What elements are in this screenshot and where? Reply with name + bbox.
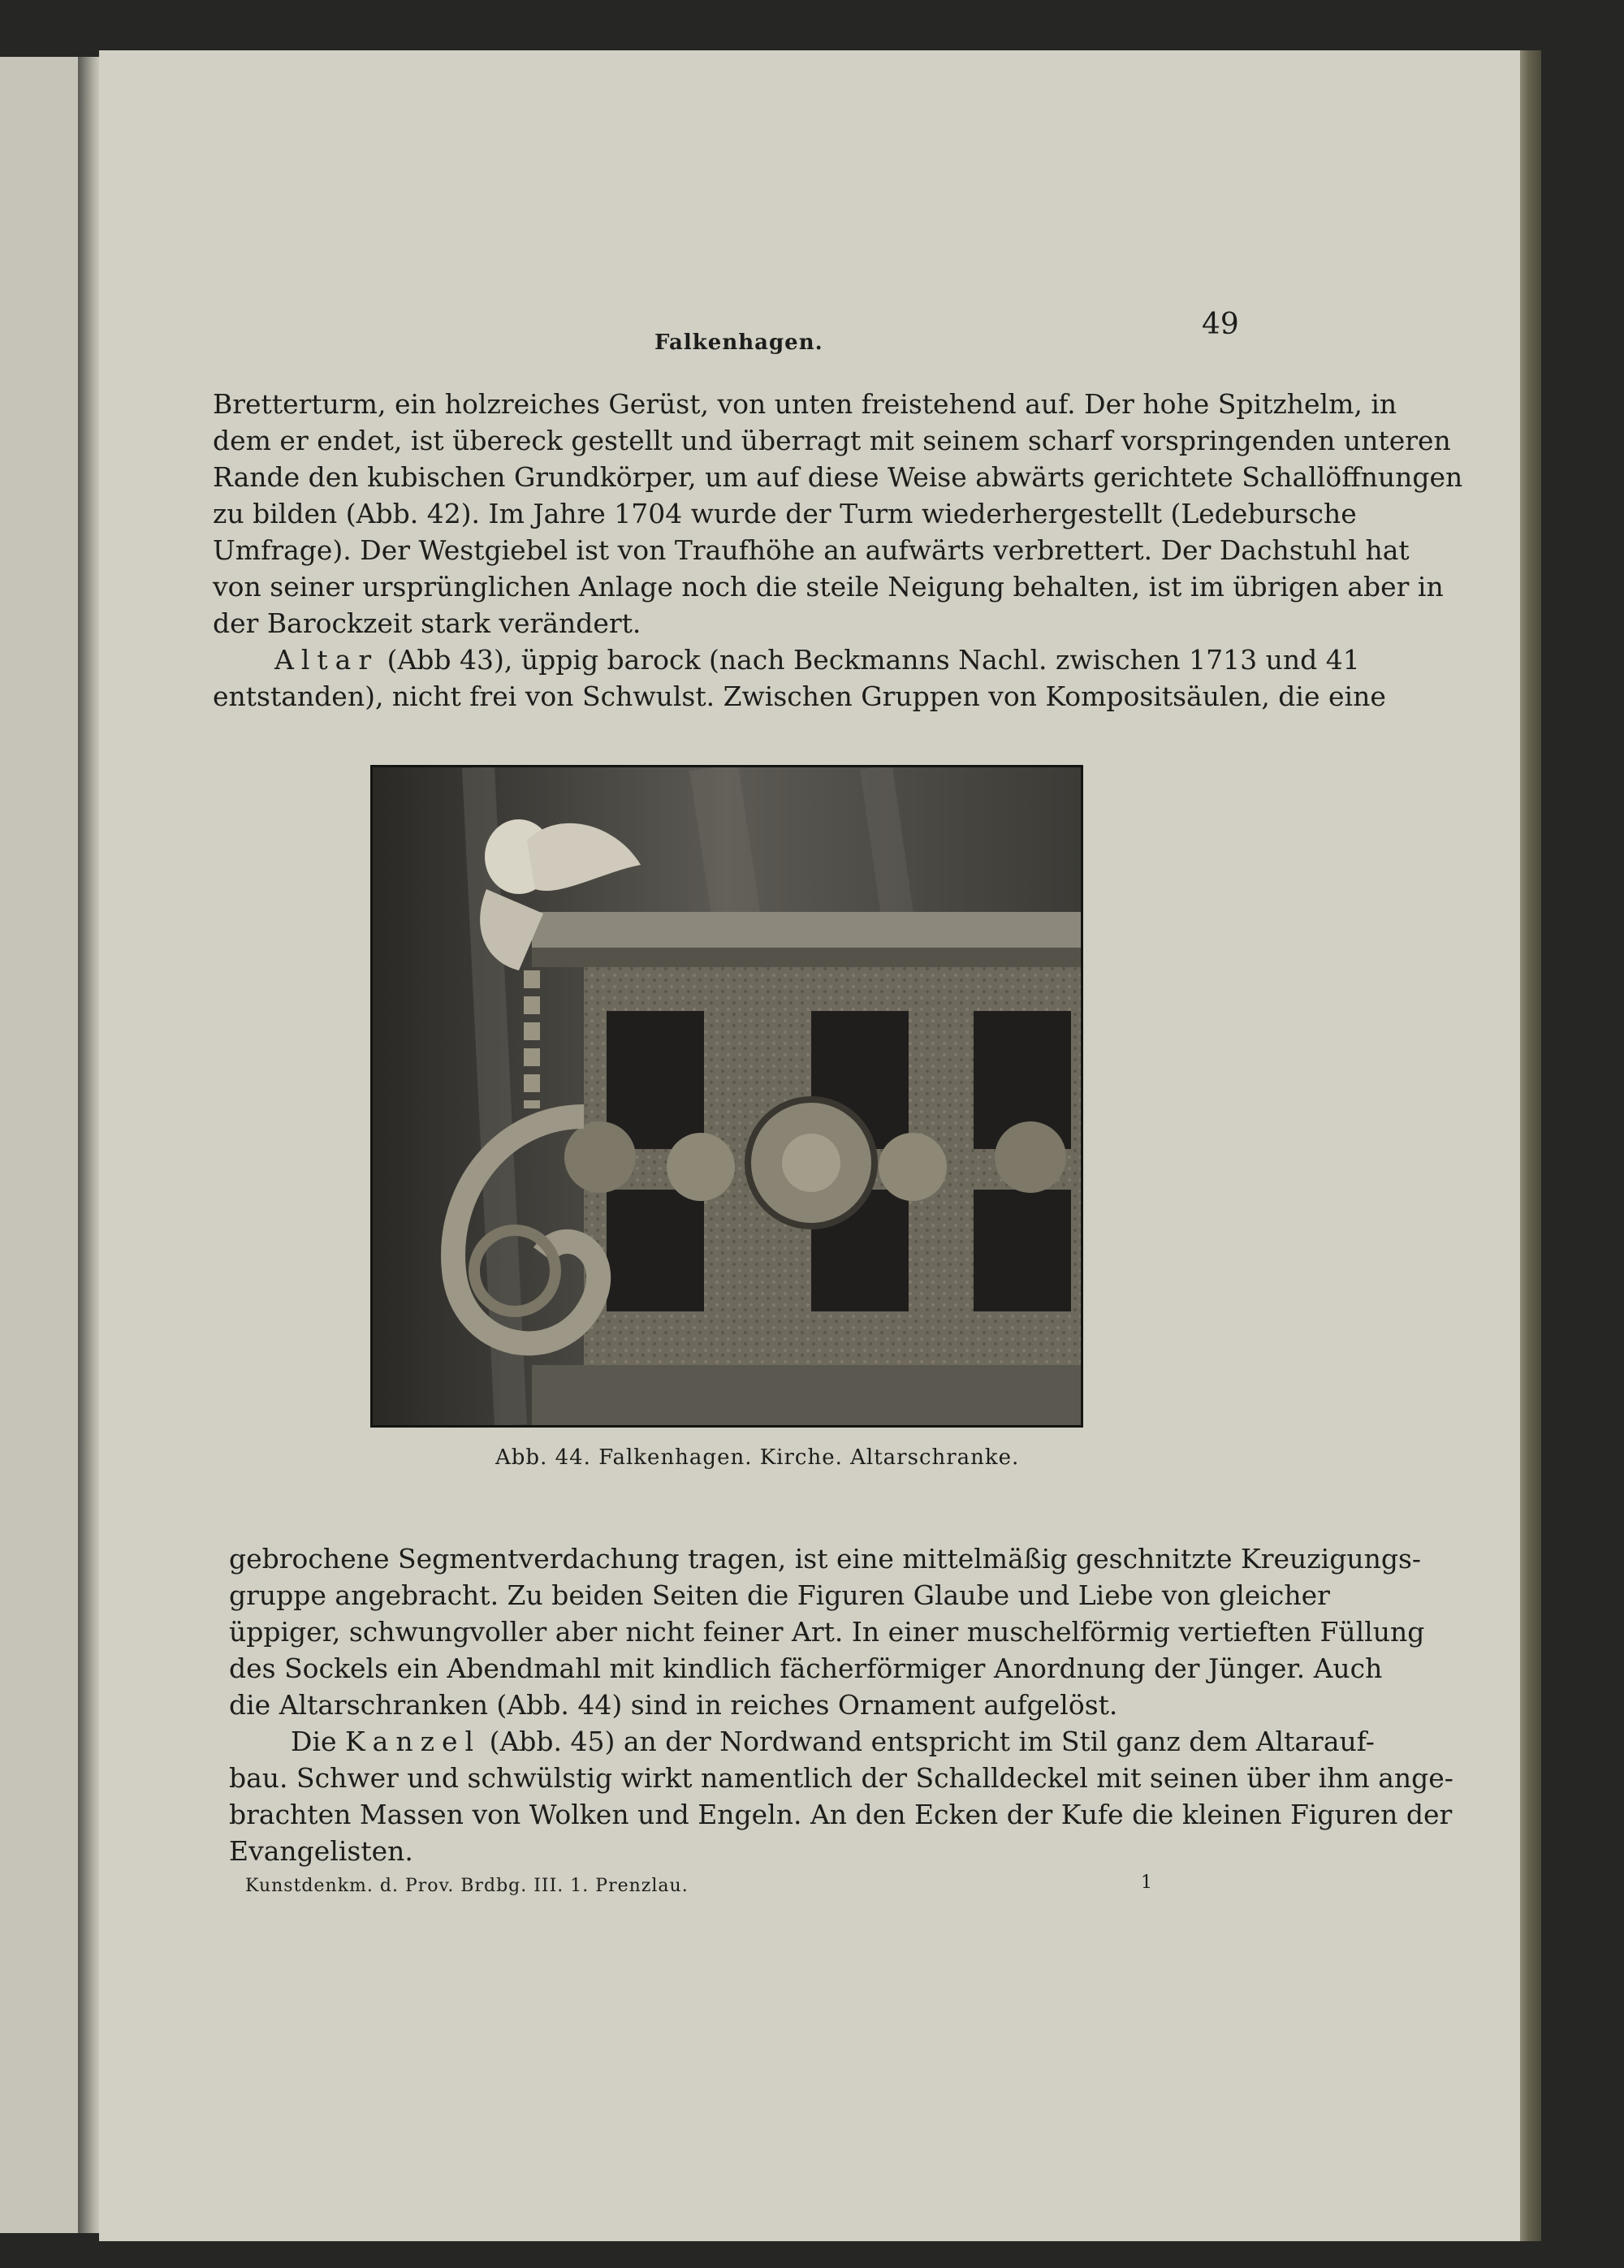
paragraph1-line: der Barockzeit stark verändert. bbox=[213, 607, 641, 639]
paragraph2-line: entstanden), nicht frei von Schwulst. Zwischen Gruppen von Kompositsäulen, die eine bbox=[213, 680, 1386, 712]
paragraph3-line: gebrochene Segmentverdachung tragen, ist eine mittelmäßig geschnitzte Kreuzigungs- bbox=[229, 1543, 1422, 1575]
paragraph3-line: gruppe angebracht. Zu beiden Seiten die Figuren Glaube und Liebe von gleicher bbox=[229, 1579, 1330, 1611]
paragraph3-line: des Sockels ein Abendmahl mit kindlich fächerförmiger Anordnung der Jünger. Auch bbox=[229, 1652, 1383, 1684]
book-gutter bbox=[78, 57, 101, 2233]
paragraph2-line bbox=[274, 644, 1360, 676]
cover-edge bbox=[1520, 50, 1541, 2241]
paragraph4-line: Evangelisten. bbox=[229, 1835, 413, 1867]
paragraph2-line1-rest: (Abb 43), üppig barock (nach Beckmanns Nachl. zwischen 1713 und 41 bbox=[378, 644, 1360, 676]
paragraph1-line: Rande den kubischen Grundkörper, um auf diese Weise abwärts gerichtete Schallöffnungen bbox=[213, 461, 1463, 493]
paragraph4-line bbox=[291, 1726, 1375, 1758]
left-page-edge bbox=[0, 57, 80, 2233]
paragraph1-line: Umfrage). Der Westgiebel ist von Traufhöhe an aufwärts verbrettert. Der Dachstuhl hat bbox=[213, 534, 1410, 566]
kanzel-term: Kanzel bbox=[345, 1726, 482, 1757]
paragraph4-line1-rest: (Abb. 45) an der Nordwand entspricht im Stil ganz dem Altarauf- bbox=[481, 1726, 1375, 1757]
paragraph3-line: üppiger, schwungvoller aber nicht feiner Art. In einer muschelförmig vertieften Füllung bbox=[229, 1616, 1425, 1648]
paragraph4-line: bau. Schwer und schwülstig wirkt namentlich der Schalldeckel mit seinen über ihm ange- bbox=[229, 1762, 1453, 1794]
paragraph1-line: von seiner ursprünglichen Anlage noch die steile Neigung behalten, ist im übrigen aber in bbox=[213, 571, 1444, 603]
signature-text: Kunstdenkm. d. Prov. Brdbg. III. 1. Prenzlau. bbox=[245, 1876, 689, 1896]
altar-term: Altar bbox=[274, 644, 379, 676]
altar-screen-photo bbox=[370, 765, 1083, 1428]
figure-caption: Abb. 44. Falkenhagen. Kirche. Altarschranke. bbox=[495, 1445, 1020, 1470]
paragraph3-line: die Altarschranken (Abb. 44) sind in reiches Ornament aufgelöst. bbox=[229, 1689, 1118, 1721]
paragraph4-line: brachten Massen von Wolken und Engeln. An den Ecken der Kufe die kleinen Figuren der bbox=[229, 1799, 1453, 1830]
paragraph1-line: zu bilden (Abb. 42). Im Jahre 1704 wurde der Turm wiederhergestellt (Ledebursche bbox=[213, 498, 1357, 529]
paragraph1-line: Bretterturm, ein holzreiches Gerüst, von unten freistehend auf. Der hohe Spitzhelm, in bbox=[213, 388, 1397, 420]
paragraph1-line: dem er endet, ist übereck gestellt und überragt mit seinem scharf vorspringenden unteren bbox=[213, 425, 1451, 456]
signature-mark: 1 bbox=[1141, 1873, 1153, 1893]
page-number: 49 bbox=[1202, 308, 1239, 341]
paragraph4-line1-start: Die bbox=[291, 1726, 346, 1757]
running-head: Falkenhagen. bbox=[654, 330, 823, 355]
